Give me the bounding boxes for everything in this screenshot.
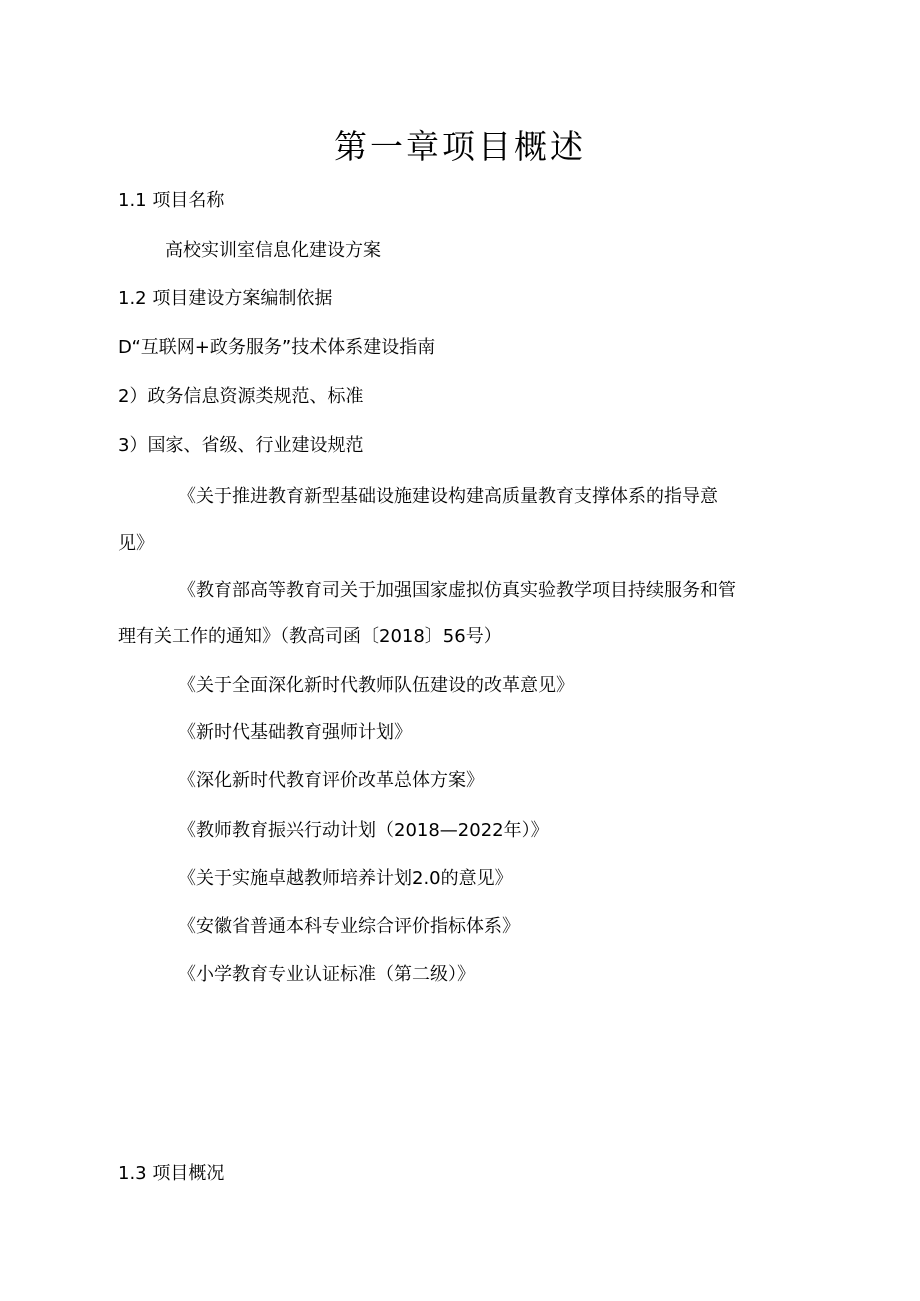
basis-item-1: D“互联网+政务服务”技术体系建设指南 bbox=[118, 337, 436, 358]
basis-item-2: 2）政务信息资源类规范、标准 bbox=[118, 386, 364, 407]
chapter-title: 第一章项目概述 bbox=[334, 127, 586, 166]
reference-1-line-1: 《关于推进教育新型基础设施建设构建高质量教育支撑体系的指导意 bbox=[178, 486, 718, 507]
reference-4: 《新时代基础教育强师计划》 bbox=[178, 722, 412, 743]
reference-9: 《小学教育专业认证标准（第二级）》 bbox=[178, 964, 475, 985]
section-heading-1-2: 1.2 项目建设方案编制依据 bbox=[118, 288, 333, 309]
reference-6: 《教师教育振兴行动计划（2018—2022年）》 bbox=[178, 820, 549, 841]
section-heading-1-1: 1.1 项目名称 bbox=[118, 190, 225, 211]
reference-3: 《关于全面深化新时代教师队伍建设的改革意见》 bbox=[178, 675, 574, 696]
project-name: 高校实训室信息化建设方案 bbox=[165, 240, 381, 261]
reference-2-line-1: 《教育部高等教育司关于加强国家虚拟仿真实验教学项目持续服务和管 bbox=[178, 580, 736, 601]
reference-2-line-2: 理有关工作的通知》（教高司函〔2018〕56号） bbox=[118, 626, 502, 647]
reference-5: 《深化新时代教育评价改革总体方案》 bbox=[178, 770, 484, 791]
reference-7: 《关于实施卓越教师培养计划2.0的意见》 bbox=[178, 868, 513, 889]
reference-8: 《安徽省普通本科专业综合评价指标体系》 bbox=[178, 916, 520, 937]
basis-item-3: 3）国家、省级、行业建设规范 bbox=[118, 435, 364, 456]
reference-1-line-2: 见》 bbox=[118, 533, 154, 554]
section-heading-1-3: 1.3 项目概况 bbox=[118, 1163, 225, 1184]
